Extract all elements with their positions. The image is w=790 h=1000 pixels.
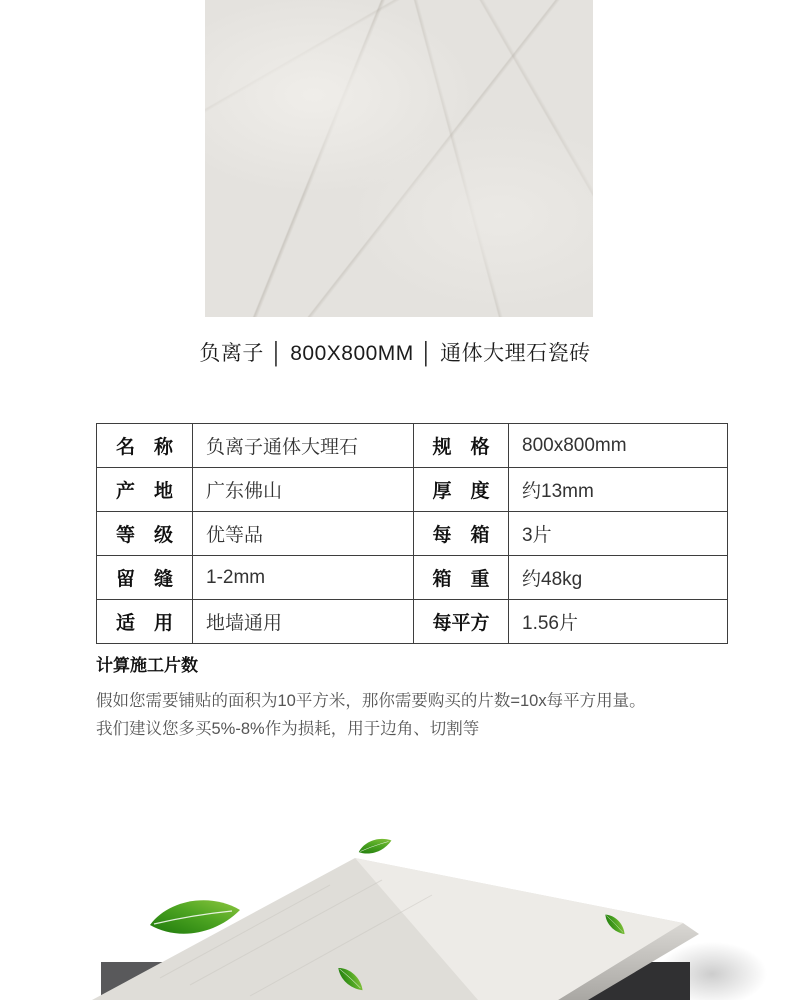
spec-value-cell: 约48kg xyxy=(509,556,728,600)
spec-label-cell: 留 缝 xyxy=(97,556,193,600)
spec-value-cell: 约13mm xyxy=(509,468,728,512)
calc-section xyxy=(96,651,720,743)
spec-label-cell: 规 格 xyxy=(414,424,509,468)
spec-value-cell: 800x800mm xyxy=(509,424,728,468)
spec-value-cell: 1.56片 xyxy=(509,600,728,644)
spec-value-cell: 3片 xyxy=(509,512,728,556)
product-title: 负离子 │ 800X800MM │ 通体大理石瓷砖 xyxy=(199,342,591,365)
spec-value-cell: 广东佛山 xyxy=(193,468,414,512)
spec-label-cell: 适 用 xyxy=(97,600,193,644)
spec-table xyxy=(96,423,728,644)
spec-row xyxy=(97,512,728,556)
bottom-scene xyxy=(0,780,790,1000)
spec-value-cell: 地墙通用 xyxy=(193,600,414,644)
calc-line-2: 我们建议您多买5%-8%作为损耗，用于边角、切割等 xyxy=(96,720,480,738)
spec-row xyxy=(97,600,728,644)
calc-line-1: 假如您需要铺贴的面积为10平方米，那你需要购买的片数=10x每平方用量。 xyxy=(96,692,646,710)
spec-value-cell: 1-2mm xyxy=(193,556,414,600)
spec-label-cell: 每平方 xyxy=(414,600,509,644)
spec-row xyxy=(97,424,728,468)
spec-row xyxy=(97,468,728,512)
marble-sample-image xyxy=(205,0,593,317)
spec-value-cell: 负离子通体大理石 xyxy=(193,424,414,468)
spec-label-cell: 等 级 xyxy=(97,512,193,556)
spec-row xyxy=(97,556,728,600)
spec-label-cell: 厚 度 xyxy=(414,468,509,512)
leaf-icon xyxy=(357,837,393,855)
spec-label-cell: 箱 重 xyxy=(414,556,509,600)
spec-value-cell: 优等品 xyxy=(193,512,414,556)
spec-label-cell: 每 箱 xyxy=(414,512,509,556)
spec-label-cell: 名 称 xyxy=(97,424,193,468)
calc-heading: 计算施工片数 xyxy=(96,656,198,675)
spec-label-cell: 产 地 xyxy=(97,468,193,512)
